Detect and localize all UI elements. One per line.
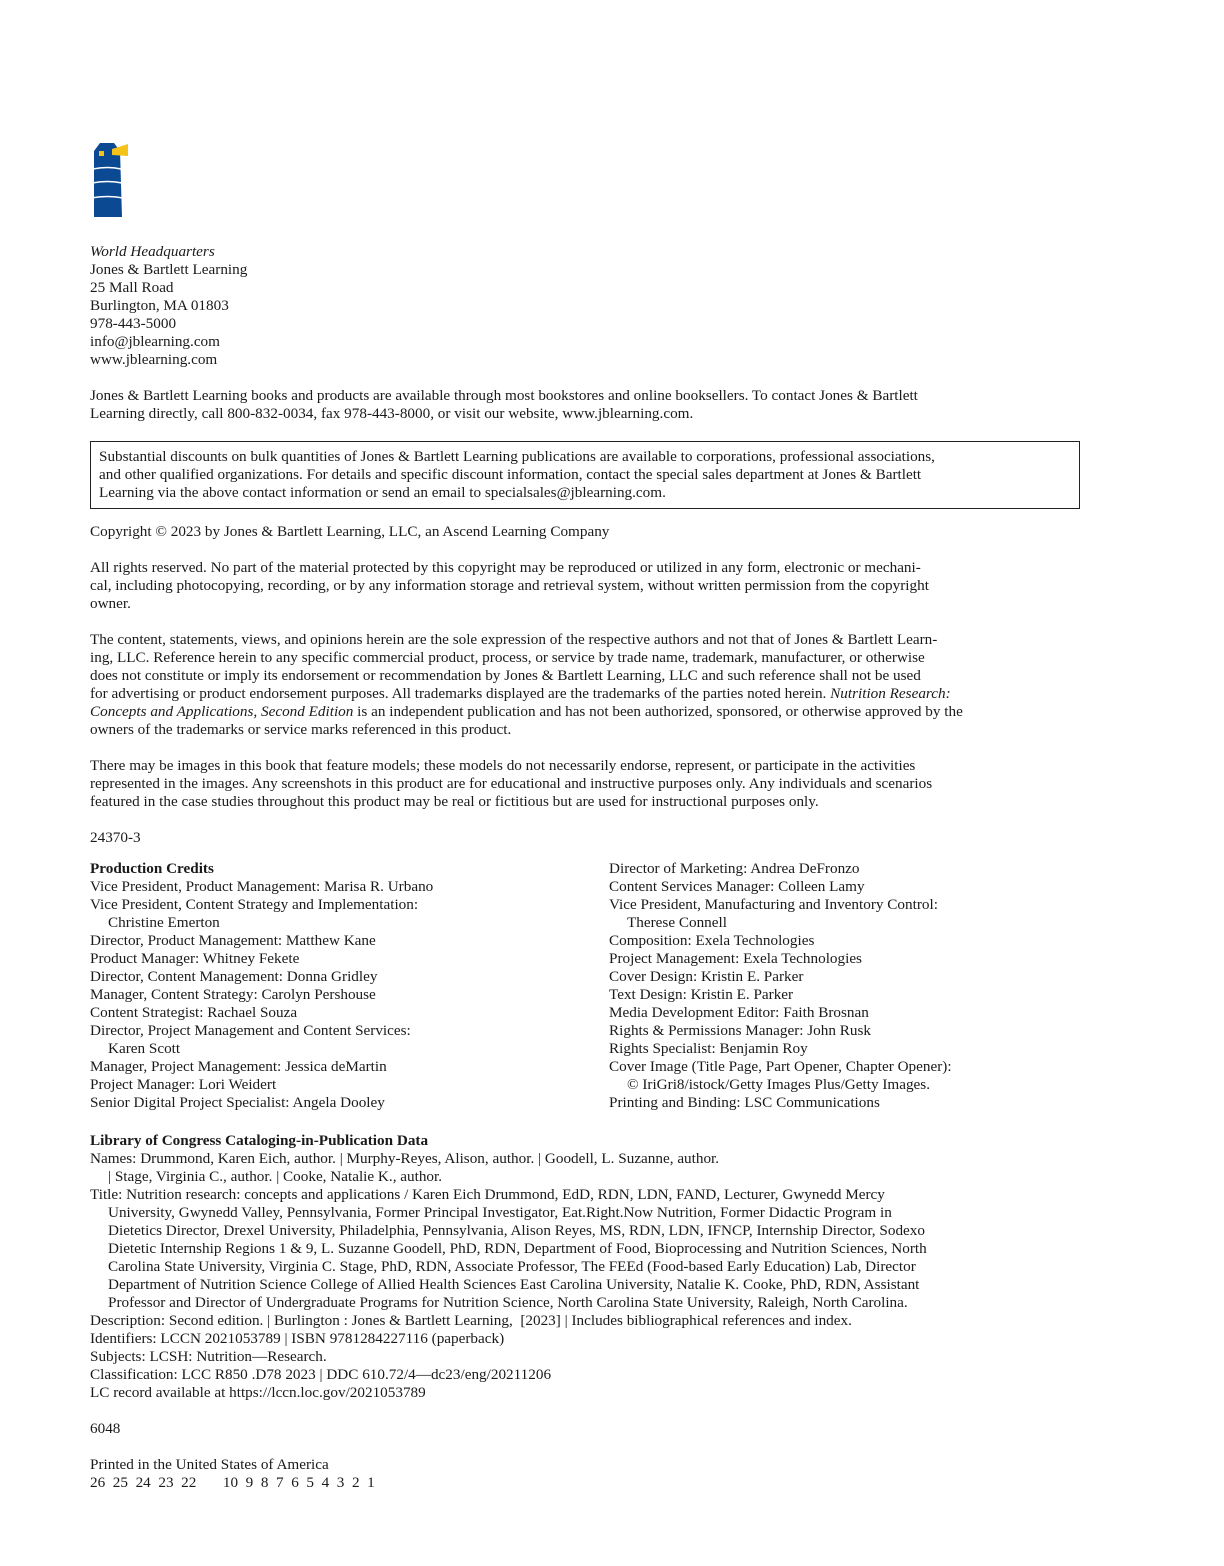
entry-line: Title: Nutrition research: concepts and applications / Karen Eich Drummond, EdD, RDN, LDN, FAND, Lecturer, Gwynedd Mercy (90, 1186, 885, 1203)
entry-continuation: Professor and Director of Undergraduate Programs for Nutrition Science, North Carolina State University, Raleigh, North Carolina. (108, 1294, 908, 1311)
text-line: The content, statements, views, and opinions herein are the sole expression of the respective authors and not that of Jones & Bartlett Learn- (90, 631, 938, 648)
entry (90, 1186, 927, 1312)
entry (609, 860, 952, 878)
text-line: 24370-3 (90, 829, 141, 846)
entry (90, 1366, 927, 1384)
entry-line: Project Manager: Lori Weidert (90, 1076, 277, 1093)
entry-continuation: Dietetics Director, Drexel University, Philadelphia, Pennsylvania, Alison Reyes, MS, RDN, LDN, IFNCP, Internship Director, Sodexo (108, 1222, 925, 1239)
entry-continuation: Christine Emerton (108, 914, 220, 931)
entry-line: Composition: Exela Technologies (609, 932, 815, 949)
entry-line: Manager, Project Management: Jessica deMartin (90, 1058, 387, 1075)
entry (90, 1022, 433, 1058)
availability-paragraph (90, 387, 918, 423)
rights-paragraph (90, 559, 929, 613)
entry-line: Director of Marketing: Andrea DeFronzo (609, 860, 860, 877)
entry-line: Manager, Content Strategy: Carolyn Pershouse (90, 986, 376, 1003)
entry-line: Vice President, Manufacturing and Inventory Control: (609, 896, 938, 913)
entry-continuation: Dietetic Internship Regions 1 & 9, L. Suzanne Goodell, PhD, RDN, Department of Food, Bioprocessing and Nutrition Sciences, North (108, 1240, 927, 1257)
text-segment: for advertising or product endorsement purposes. All trademarks displayed are the trademarks of the parties noted herein. (90, 685, 831, 702)
book-title: Nutrition Research: (830, 685, 951, 702)
entry (609, 1022, 952, 1040)
entry (90, 1150, 927, 1186)
entry (609, 986, 952, 1004)
entry (90, 1094, 433, 1112)
entry (609, 968, 952, 986)
text-line: 978-443-5000 (90, 315, 177, 332)
entry-line: Cover Design: Kristin E. Parker (609, 968, 804, 985)
entry-line: Text Design: Kristin E. Parker (609, 986, 794, 1003)
cip-data (90, 1132, 927, 1402)
entry (90, 1348, 927, 1366)
text-line: ing, LLC. Reference herein to any specific commercial product, process, or service by trade name, trademark, manufacturer, or otherwise (90, 649, 925, 666)
entry-line: Printing and Binding: LSC Communications (609, 1094, 880, 1111)
text-line: represented in the images. Any screenshots in this product are for educational and instructive purposes only. Any individuals and scenarios (90, 775, 933, 792)
text-line (90, 685, 963, 703)
production-credits-heading: Production Credits (90, 860, 214, 877)
models-paragraph (90, 757, 932, 811)
entry-line: Identifiers: LCCN 2021053789 | ISBN 9781284227116 (paperback) (90, 1330, 505, 1347)
text-line: Burlington, MA 01803 (90, 297, 229, 314)
entry (609, 950, 952, 968)
entry (90, 1058, 433, 1076)
text-line: 25 Mall Road (90, 279, 174, 296)
discount-notice-text (99, 448, 935, 502)
entry-line: Description: Second edition. | Burlington : Jones & Bartlett Learning, [2023] | Includes bibliographical references and index. (90, 1312, 852, 1329)
cip-heading: Library of Congress Cataloging-in-Publication Data (90, 1132, 429, 1149)
discount-notice-box (90, 441, 1080, 509)
entry (90, 896, 433, 932)
text-segment: is an independent publication and has not been authorized, sponsored, or otherwise approved by the (353, 703, 963, 720)
address-block (90, 243, 247, 369)
entry (90, 1004, 433, 1022)
entry-line: Content Strategist: Rachael Souza (90, 1004, 298, 1021)
text-line: info@jblearning.com (90, 333, 220, 350)
entry-continuation: Therese Connell (627, 914, 727, 931)
print-code (90, 829, 141, 847)
text-line (90, 703, 963, 721)
entry-line: LC record available at https://lccn.loc.gov/2021053789 (90, 1384, 426, 1401)
entry (90, 1330, 927, 1348)
print-code-2 (90, 1420, 120, 1438)
production-credits-right (609, 860, 952, 1112)
entry-line: Project Management: Exela Technologies (609, 950, 862, 967)
entry-continuation: Karen Scott (108, 1040, 181, 1057)
entry (609, 1004, 952, 1022)
copyright-line (90, 523, 609, 541)
text-line: Printed in the United States of America (90, 1456, 329, 1473)
entry-line: Product Manager: Whitney Fekete (90, 950, 300, 967)
text-line: Learning directly, call 800-832-0034, fax 978-443-8000, or visit our website, www.jblearning.com. (90, 405, 694, 422)
production-credits-left (90, 860, 433, 1112)
lighthouse-logo (90, 143, 130, 217)
text-line: and other qualified organizations. For details and specific discount information, contact the special sales department at Jones & Bartlett (99, 466, 922, 483)
entry (609, 1040, 952, 1058)
text-line: All rights reserved. No part of the material protected by this copyright may be reproduced or utilized in any form, electronic or mechani- (90, 559, 921, 576)
text-line: featured in the case studies throughout this product may be real or fictitious but are used for instructional purposes only. (90, 793, 819, 810)
disclaimer-paragraph (90, 631, 963, 739)
entry (609, 896, 952, 932)
entry-line: Rights & Permissions Manager: John Rusk (609, 1022, 871, 1039)
entry (90, 1384, 927, 1402)
entry-line: Cover Image (Title Page, Part Opener, Chapter Opener): (609, 1058, 952, 1075)
entry-line: Media Development Editor: Faith Brosnan (609, 1004, 869, 1021)
text-line: Substantial discounts on bulk quantities of Jones & Bartlett Learning publications are available to corporations, professional associations, (99, 448, 935, 465)
entry-continuation: University, Gwynedd Valley, Pennsylvania, Former Principal Investigator, Eat.Right.Now Nutrition, Former Didactic Program in (108, 1204, 892, 1221)
printing-info (90, 1456, 375, 1492)
entry-line: Subjects: LCSH: Nutrition—Research. (90, 1348, 327, 1365)
text-line: 6048 (90, 1420, 121, 1437)
text-line: www.jblearning.com (90, 351, 218, 368)
entry (90, 986, 433, 1004)
entry-continuation: | Stage, Virginia C., author. | Cooke, Natalie K., author. (108, 1168, 443, 1185)
entry-line: Director, Content Management: Donna Gridley (90, 968, 378, 985)
entry-line: Vice President, Product Management: Marisa R. Urbano (90, 878, 434, 895)
text-line: There may be images in this book that feature models; these models do not necessarily endorse, represent, or participate in the activities (90, 757, 916, 774)
entry-continuation: © IriGri8/istock/Getty Images Plus/Getty Images. (627, 1076, 931, 1093)
entry-line: Senior Digital Project Specialist: Angela Dooley (90, 1094, 385, 1111)
entry (90, 878, 433, 896)
entry-continuation: Carolina State University, Virginia C. Stage, PhD, RDN, Associate Professor, The FEEd (Food-based Early Education) Lab, Director (108, 1258, 916, 1275)
text-line: Jones & Bartlett Learning books and products are available through most bookstores and online booksellers. To contact Jones & Bartlett (90, 387, 918, 404)
text-line: cal, including photocopying, recording, or by any information storage and retrieval system, without written permission from the copyright (90, 577, 929, 594)
entry (90, 1076, 433, 1094)
entry (90, 1312, 927, 1330)
entry-line: Vice President, Content Strategy and Implementation: (90, 896, 419, 913)
entry (609, 932, 952, 950)
text-line: does not constitute or imply its endorsement or recommendation by Jones & Bartlett Learning, LLC and such reference shall not be used (90, 667, 921, 684)
entry (609, 878, 952, 896)
text-line: World Headquarters (90, 243, 215, 260)
entry-line: Director, Product Management: Matthew Kane (90, 932, 376, 949)
text-line: Learning via the above contact information or send an email to specialsales@jblearning.com. (99, 484, 666, 501)
entry (90, 950, 433, 968)
text-line: 26 25 24 23 22 10 9 8 7 6 5 4 3 2 1 (90, 1474, 375, 1491)
text-line: owner. (90, 595, 131, 612)
entry-line: Classification: LCC R850 .D78 2023 | DDC 610.72/4—dc23/eng/20211206 (90, 1366, 552, 1383)
text-line: Copyright © 2023 by Jones & Bartlett Learning, LLC, an Ascend Learning Company (90, 523, 610, 540)
entry-line: Rights Specialist: Benjamin Roy (609, 1040, 808, 1057)
entry (90, 932, 433, 950)
entry-line: Names: Drummond, Karen Eich, author. | Murphy-Reyes, Alison, author. | Goodell, L. Suzanne, author. (90, 1150, 720, 1167)
entry (90, 968, 433, 986)
entry-line: Content Services Manager: Colleen Lamy (609, 878, 865, 895)
entry (609, 1058, 952, 1094)
book-title: Concepts and Applications, Second Edition (90, 703, 354, 720)
entry-continuation: Department of Nutrition Science College of Allied Health Sciences East Carolina University, Natalie K. Cooke, PhD, RDN, Assistant (108, 1276, 920, 1293)
entry (609, 1094, 952, 1112)
text-line: Jones & Bartlett Learning (90, 261, 248, 278)
text-line: owners of the trademarks or service marks referenced in this product. (90, 721, 512, 738)
entry-line: Director, Project Management and Content Services: (90, 1022, 411, 1039)
